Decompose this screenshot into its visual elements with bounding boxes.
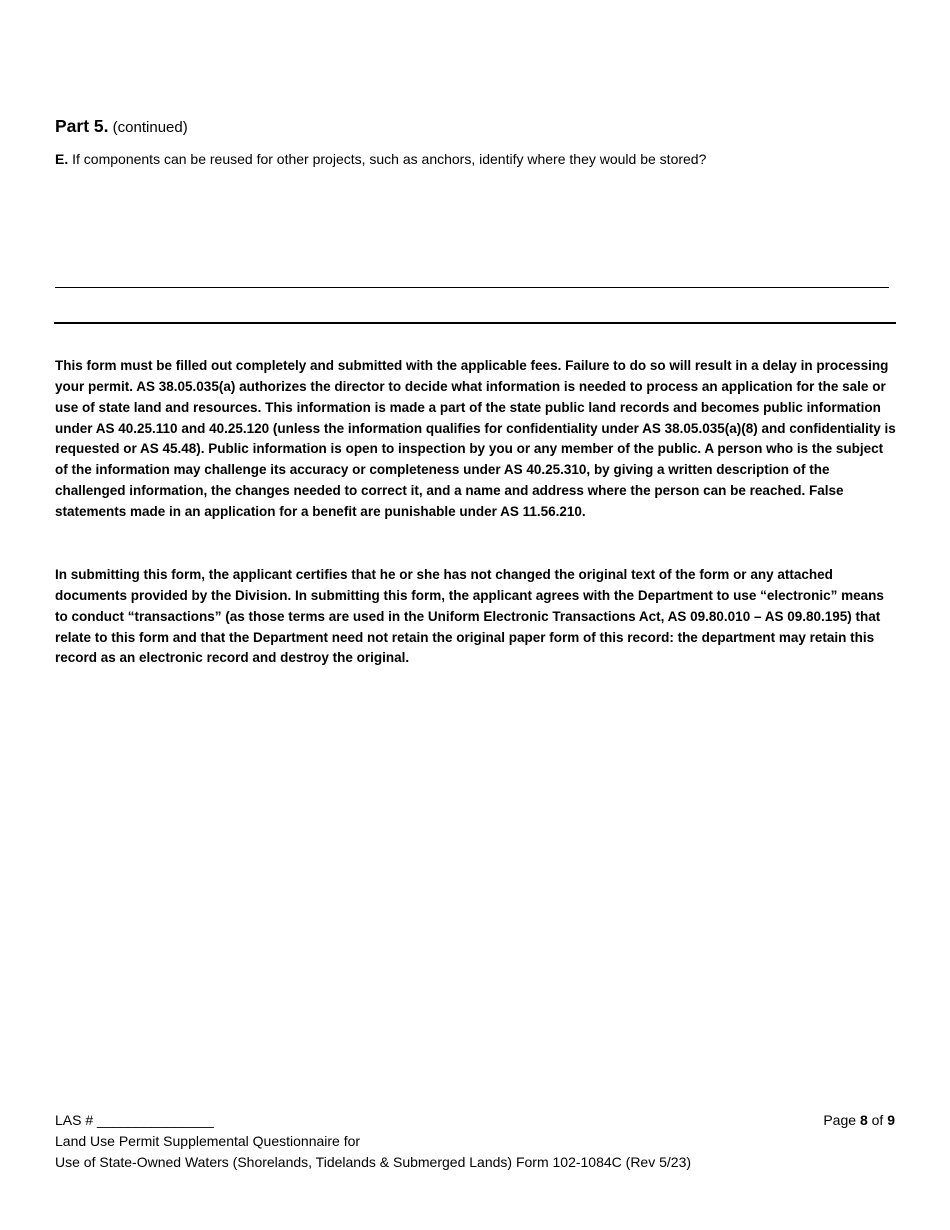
footer-form-title-line1: Land Use Permit Supplemental Questionnaire for: [55, 1133, 361, 1149]
question-letter: E.: [55, 151, 69, 167]
footer-form-title-line2: Use of State-Owned Waters (Shorelands, Tidelands & Submerged Lands) Form 102-1084C (Rev 5/23): [55, 1154, 692, 1170]
footer-page-number: [823, 1112, 895, 1128]
page-total: 9: [887, 1112, 895, 1128]
part-title: Part 5.: [55, 116, 109, 136]
page-prefix: Page: [823, 1112, 857, 1128]
notice-paragraph-1: This form must be filled out completely and submitted with the applicable fees. Failure to do so will result in a delay in processing your permit. AS 38.05.035(a) authorizes the director to decide what information is needed to process an application for the sale or use of state land and resources. This information is made a part of the state public land records and becomes public information under AS 40.25.110 and 40.25.120 (unless the information qualifies for confidentiality under AS 38.05.035(a)(8) and confidentiality is requested or AS 45.48). Public information is open to inspection by you or any member of the public. A person who is the subject of the information may challenge its accuracy or completeness under AS 40.25.310, by giving a written description of the challenged information, the changes needed to correct it, and a name and address where the person can be reached. False statements made in an application for a benefit are punishable under AS 11.56.210.: [55, 358, 896, 519]
section-divider: [54, 322, 896, 324]
page-current: 8: [859, 1112, 868, 1128]
part-heading: [55, 116, 188, 137]
answer-line[interactable]: [55, 287, 889, 288]
footer-las-number: LAS # _______________: [55, 1112, 214, 1128]
question-e: [55, 151, 706, 167]
notice-paragraph-2: In submitting this form, the applicant certifies that he or she has not changed the original text of the form or any attached documents provided by the Division. In submitting this form, the applicant agrees with the Department to use “electronic” means to conduct “transactions” (as those terms are used in the Uniform Electronic Transactions Act, AS 09.80.010 – AS 09.80.195) that relate to this form and that the Department need not retain the original paper form of this record: the department may retain this record as an electronic record and destroy the original.: [55, 567, 884, 666]
page-of: of: [871, 1112, 884, 1128]
question-text: If components can be reused for other projects, such as anchors, identify where they would be stored?: [72, 151, 707, 167]
part-suffix: (continued): [112, 119, 188, 136]
